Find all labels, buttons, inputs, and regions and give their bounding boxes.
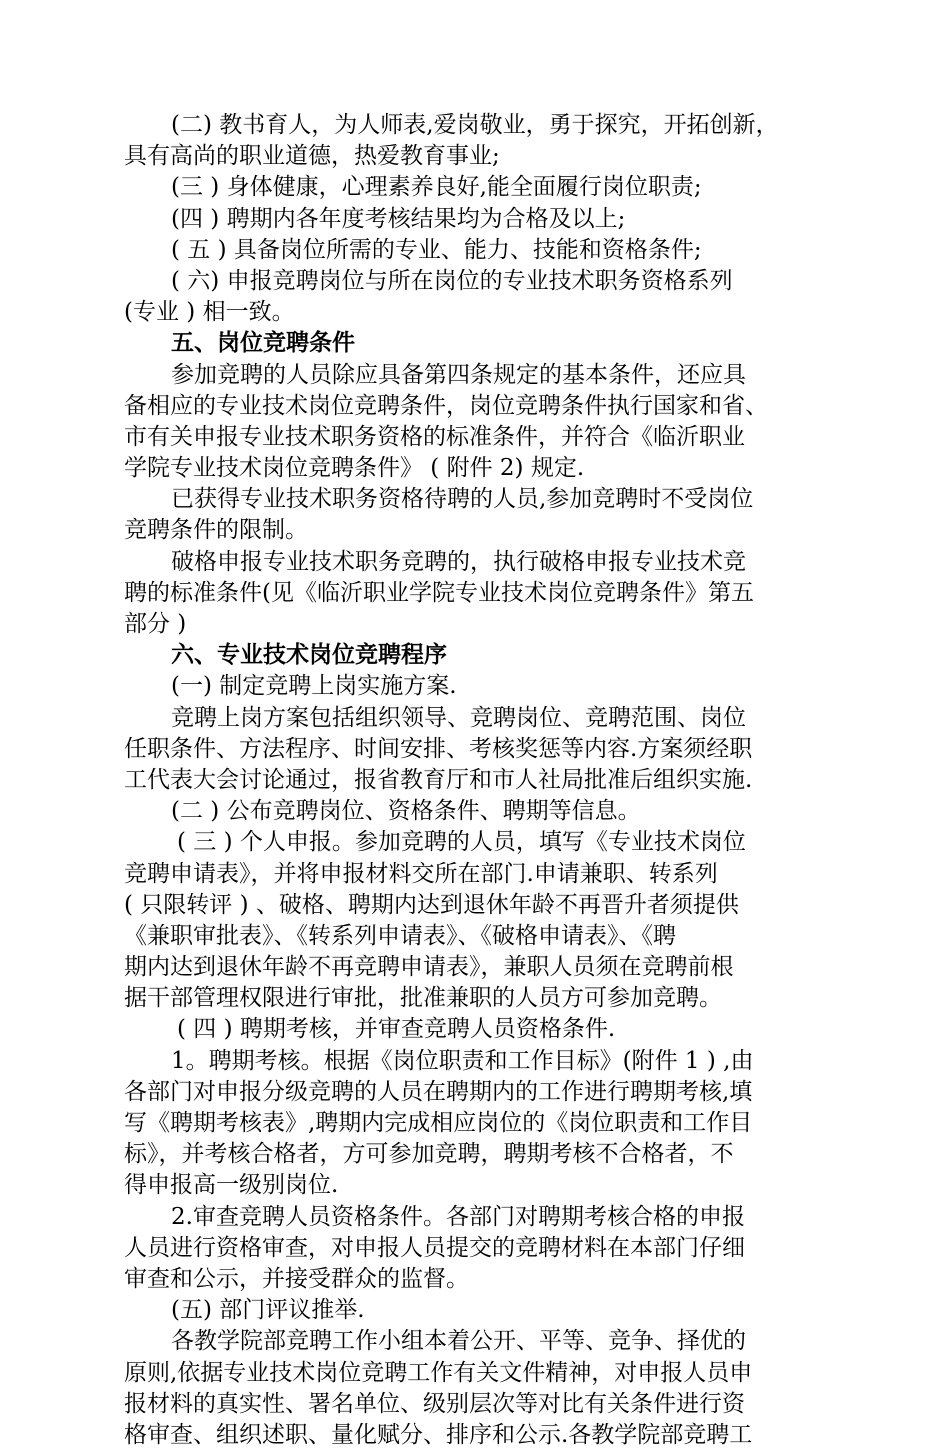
paragraph-line: 已获得专业技术职务资格待聘的人员,参加竞聘时不受岗位 (171, 486, 754, 513)
paragraph-line: 备相应的专业技术岗位竞聘条件，岗位竞聘条件执行国家和省、 (124, 392, 768, 419)
paragraph-line: ( 四 ) 聘期考核，并审查竞聘人员资格条件. (177, 1016, 616, 1043)
paragraph-line: 格审查、组织述职、量化赋分、排序和公示.各教学院部竞聘工 (124, 1421, 753, 1448)
paragraph-line: 各教学院部竞聘工作小组本着公开、平等、竞争、择优的 (171, 1328, 746, 1355)
paragraph-line: 得申报高一级别岗位. (124, 1172, 339, 1199)
paragraph-line: 市有关申报专业技术职务资格的标准条件，并符合《临沂职业 (124, 423, 745, 450)
paragraph-line: 人员进行资格审查，对申报人员提交的竞聘材料在本部门仔细 (124, 1234, 745, 1261)
document-body (124, 110, 834, 1451)
paragraph-line: 竞聘上岗方案包括组织领导、竞聘岗位、竞聘范围、岗位 (171, 704, 746, 731)
paragraph-line: (三 ) 身体健康，心理素养良好,能全面履行岗位职责; (171, 174, 702, 201)
paragraph-line: 参加竞聘的人员除应具备第四条规定的基本条件，还应具 (171, 361, 746, 388)
paragraph-line: ( 五 ) 具备岗位所需的专业、能力、技能和资格条件; (171, 236, 702, 263)
paragraph-line: 工代表大会讨论通过，报省教育厅和市人社局批准后组织实施. (124, 766, 753, 793)
paragraph-line: 任职条件、方法程序、时间安排、考核奖惩等内容.方案须经职 (124, 735, 753, 762)
paragraph-line: ( 三 ) 个人申报。参加竞聘的人员，填写《专业技术岗位 (177, 829, 746, 856)
paragraph-line: 据干部管理权限进行审批，批准兼职的人员方可参加竞聘。 (124, 985, 722, 1012)
paragraph-line: (专业 ) 相一致。 (124, 299, 295, 326)
paragraph-line: 竞聘申请表》，并将申报材料交所在部门.申请兼职、转系列 (124, 860, 718, 887)
paragraph-line: 破格申报专业技术职务竞聘的，执行破格申报专业技术竞 (171, 548, 746, 575)
paragraph-line: 审查和公示，并接受群众的监督。 (124, 1265, 469, 1292)
paragraph-line: 各部门对申报分级竞聘的人员在聘期内的工作进行聘期考核,填 (124, 1078, 753, 1105)
paragraph-line: (五) 部门评议推举. (171, 1297, 365, 1324)
paragraph-line: 学院专业技术岗位竞聘条件》 ( 附件 2) 规定. (124, 455, 585, 482)
section-heading: 六、专业技术岗位竞聘程序 (171, 642, 447, 669)
paragraph-line: 竞聘条件的限制。 (124, 517, 308, 544)
paragraph-line: 原则,依据专业技术岗位竞聘工作有关文件精神，对申报人员申 (124, 1359, 753, 1386)
paragraph-line: 《兼职审批表》、《转系列申请表》、《破格申请表》、《聘 (124, 922, 676, 949)
paragraph-line: (一) 制定竞聘上岗实施方案. (171, 673, 457, 700)
paragraph-line: 部分 ) (124, 611, 187, 637)
paragraph-line: (四 ) 聘期内各年度考核结果均为合格及以上; (171, 205, 626, 232)
paragraph-line: 2.审查竞聘人员资格条件。各部门对聘期考核合格的申报 (171, 1203, 745, 1230)
paragraph-line: ( 六) 申报竞聘岗位与所在岗位的专业技术职务资格系列 (171, 267, 733, 294)
section-heading: 五、岗位竞聘条件 (171, 330, 355, 357)
paragraph-line: 报材料的真实性、署名单位、级别层次等对比有关条件进行资 (124, 1390, 745, 1417)
paragraph-line: (二) 教书育人，为人师表,爱岗敬业，勇于探究，开拓创新， (171, 112, 779, 138)
paragraph-line: 期内达到退休年龄不再竞聘申请表》，兼职人员须在竞聘前根 (124, 954, 734, 981)
paragraph-line: 具有高尚的职业道德，热爱教育事业; (124, 143, 500, 170)
paragraph-line: 聘的标准条件(见《临沂职业学院专业技术岗位竞聘条件》第五 (124, 579, 754, 606)
paragraph-line: 1。聘期考核。根据《岗位职责和工作目标》(附件 1 ) ,由 (171, 1047, 754, 1074)
paragraph-line: 写《聘期考核表》,聘期内完成相应岗位的《岗位职责和工作目 (124, 1110, 753, 1136)
paragraph-line: 标》，并考核合格者，方可参加竞聘，聘期考核不合格者，不 (124, 1141, 734, 1168)
paragraph-line: (二 ) 公布竞聘岗位、资格条件、聘期等信息。 (171, 798, 641, 825)
paragraph-line: ( 只限转评 ) 、破格、聘期内达到退休年龄不再晋升者须提供 (124, 891, 739, 918)
